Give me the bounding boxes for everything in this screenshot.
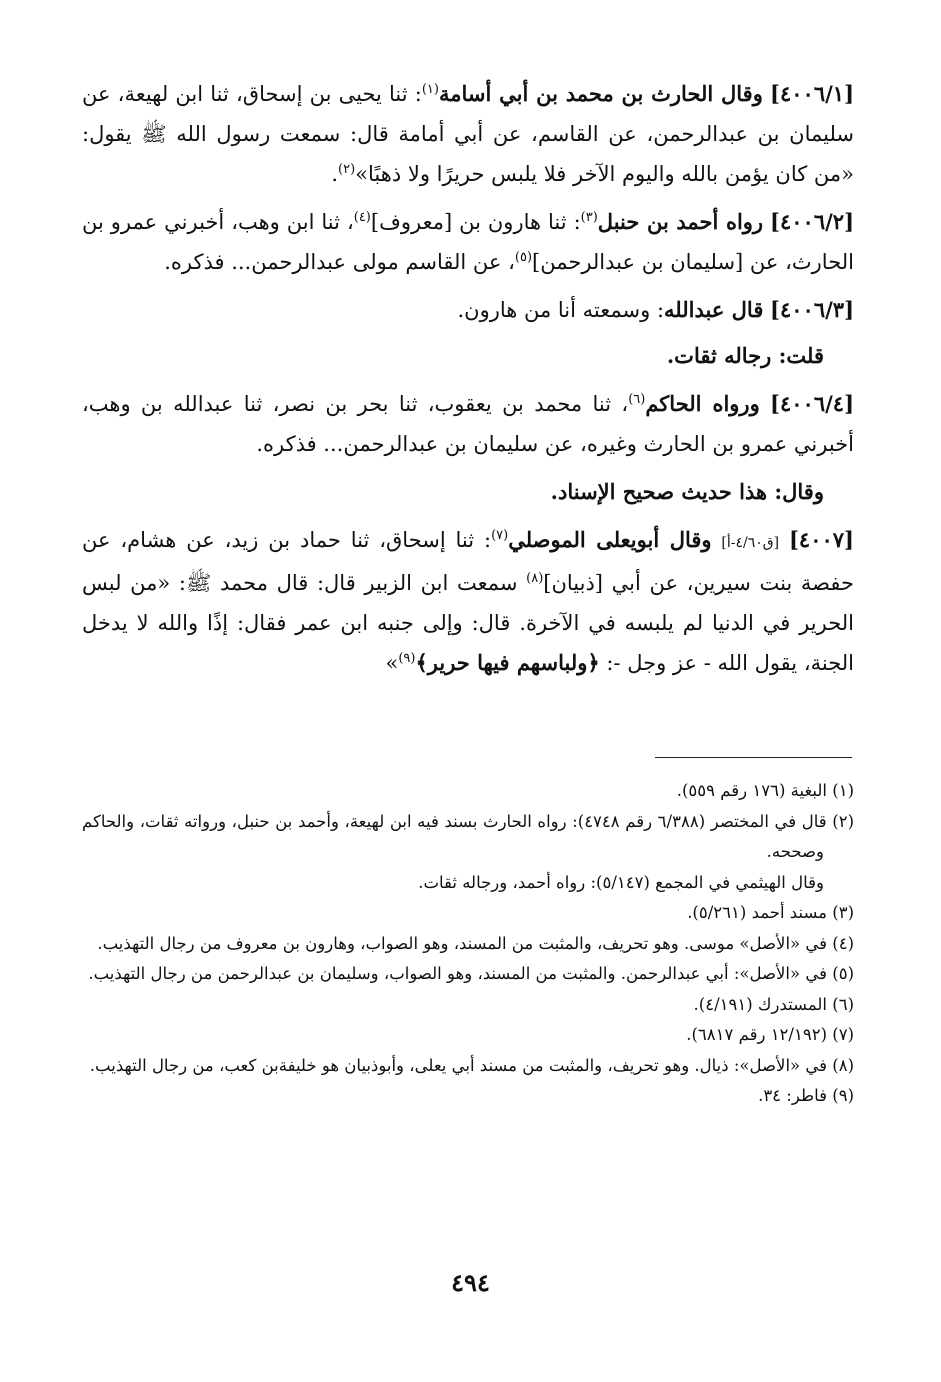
footnote: (١) البغية (١٧٦ رقم ٥٥٩). (676, 781, 854, 800)
footnote: (٥) في «الأصل»: أبي عبدالرحمن. والمثبت من المسند، وهو الصواب، وسليمان بن عبدالرحمن من رجال التهذيب. (88, 964, 854, 983)
footnote: (٤) في «الأصل» موسى. وهو تحريف، والمثبت من المسند، وهو الصواب، وهارون بن معروف من رجال التهذيب. (97, 933, 854, 953)
footnote: (٩) فاطر: ٣٤. (758, 1086, 854, 1105)
footnote-marker: (٥) (514, 250, 533, 265)
hadith-ref: [٤٠٠٦/٣] (770, 297, 854, 322)
hadith-4006-3 (82, 290, 854, 330)
hadith-ref: [٤٠٠٦/١] (770, 81, 854, 106)
footnote-marker: (١) (421, 82, 439, 97)
hadith-ref: [٤٠٠٦/٤] (770, 391, 854, 416)
footnote-marker: (٢) (338, 162, 356, 177)
main-text (82, 74, 854, 691)
footnote-marker: (٣) (580, 210, 598, 225)
footnote-marker: (٦) (628, 392, 646, 407)
footnote-marker: (٧) (491, 528, 509, 543)
narrator-heading: وقال الحارث بن محمد بن أبي أسامة (438, 81, 763, 106)
footnote-continuation: وقال الهيثمي في المجمع (٥/١٤٧): رواه أحمد، ورجاله ثقات. (418, 872, 824, 892)
hadith-text: : وسمعته أنا من هارون. (457, 298, 665, 322)
hadith-4006-2 (82, 202, 854, 282)
editor-comment: قلت: رجاله ثقات. (666, 343, 824, 368)
footnote: (٦) المستدرك (٤/١٩١). (693, 994, 854, 1014)
hadith-4006-4 (82, 384, 854, 464)
punctuation: . (331, 162, 339, 186)
page-number: ٤٩٤ (451, 1268, 490, 1297)
hadith-4006-1 (82, 74, 854, 194)
hadith-text: ، ثنا ابن وهب، أخبرني عمرو بن الحارث، عن [سليمان بن عبدالرحمن] (82, 210, 854, 274)
hadith-text: : ثنا هارون بن [معروف] (370, 210, 581, 234)
footnote: (٢) قال في المختصر (٦/٣٨٨ رقم ٤٧٤٨): رواه الحارث بسند فيه ابن لهيعة، وأحمد بن حنبل، ورواته ثقات، والحاكم وصححه. (82, 811, 854, 861)
hadith-ref: [٤٠٠٦/٢] (770, 209, 854, 234)
footnote-marker: (٨) (526, 571, 544, 586)
footnote-separator (655, 757, 852, 758)
narrator-heading: قال عبدالله (664, 297, 764, 322)
hadith-text: : ثنا يحيى بن إسحاق، ثنا ابن لهيعة، عن سليمان بن عبدالرحمن، عن القاسم، عن أبي أمامة قال: سمعت رسول الله ﷺ يقول: «من كان يؤمن بالله واليوم الآخر فلا يلبس حريرًا ولا ذهبًا» (82, 82, 854, 186)
hadith-text: : ثنا إسحاق، ثنا حماد بن زيد، عن هشام، عن حفصة بنت سيرين، عن أبي [ذبيان] (82, 528, 854, 595)
narrator-heading: ورواه الحاكم (645, 391, 760, 416)
folio-ref: [ق٤/٦٠-أ] (721, 535, 780, 551)
footnote-marker: (٩) (398, 651, 416, 666)
hadith-text: ، عن القاسم مولى عبدالرحمن... فذكره. (164, 250, 515, 274)
narrator-heading: وقال أبويعلى الموصلي (508, 527, 712, 552)
footnote: (٣) مسند أحمد (٥/٢٦١). (687, 903, 854, 922)
footnotes (82, 776, 854, 1112)
narrator-heading: رواه أحمد بن حنبل (597, 209, 764, 234)
hadith-4007 (82, 520, 854, 683)
quran-quote: ﴿ولباسهم فيها حرير﴾ (415, 650, 600, 675)
footnote: (٧) (١٢/١٩٢ رقم ٦٨١٧). (686, 1025, 854, 1044)
hadith-text: ، ثنا محمد بن يعقوب، ثنا بحر بن نصر، ثنا عبدالله بن وهب، أخبرني عمرو بن الحارث وغيره، عن سليمان بن عبدالرحمن... فذكره. (82, 392, 854, 456)
hadith-text: سمعت ابن الزبير قال: قال محمد ﷺ: «من لبس الحرير في الدنيا لم يلبسه في الآخرة. قال: وإلى جنبه ابن عمر فقال: إذًا والله لا يدخل الجنة، يقول الله - عز وجل -: (82, 571, 854, 675)
footnote-marker: (٤) (353, 210, 371, 225)
punctuation: » (385, 651, 399, 675)
footnote: (٨) في «الأصل»: ذيال. وهو تحريف، والمثبت من مسند أبي يعلى، وأبوذبيان هو خليفةبن كعب، من رجال التهذيب. (89, 1055, 854, 1075)
authentication-comment: وقال: هذا حديث صحيح الإسناد. (550, 479, 824, 504)
hadith-ref: [٤٠٠٧] (788, 527, 854, 552)
